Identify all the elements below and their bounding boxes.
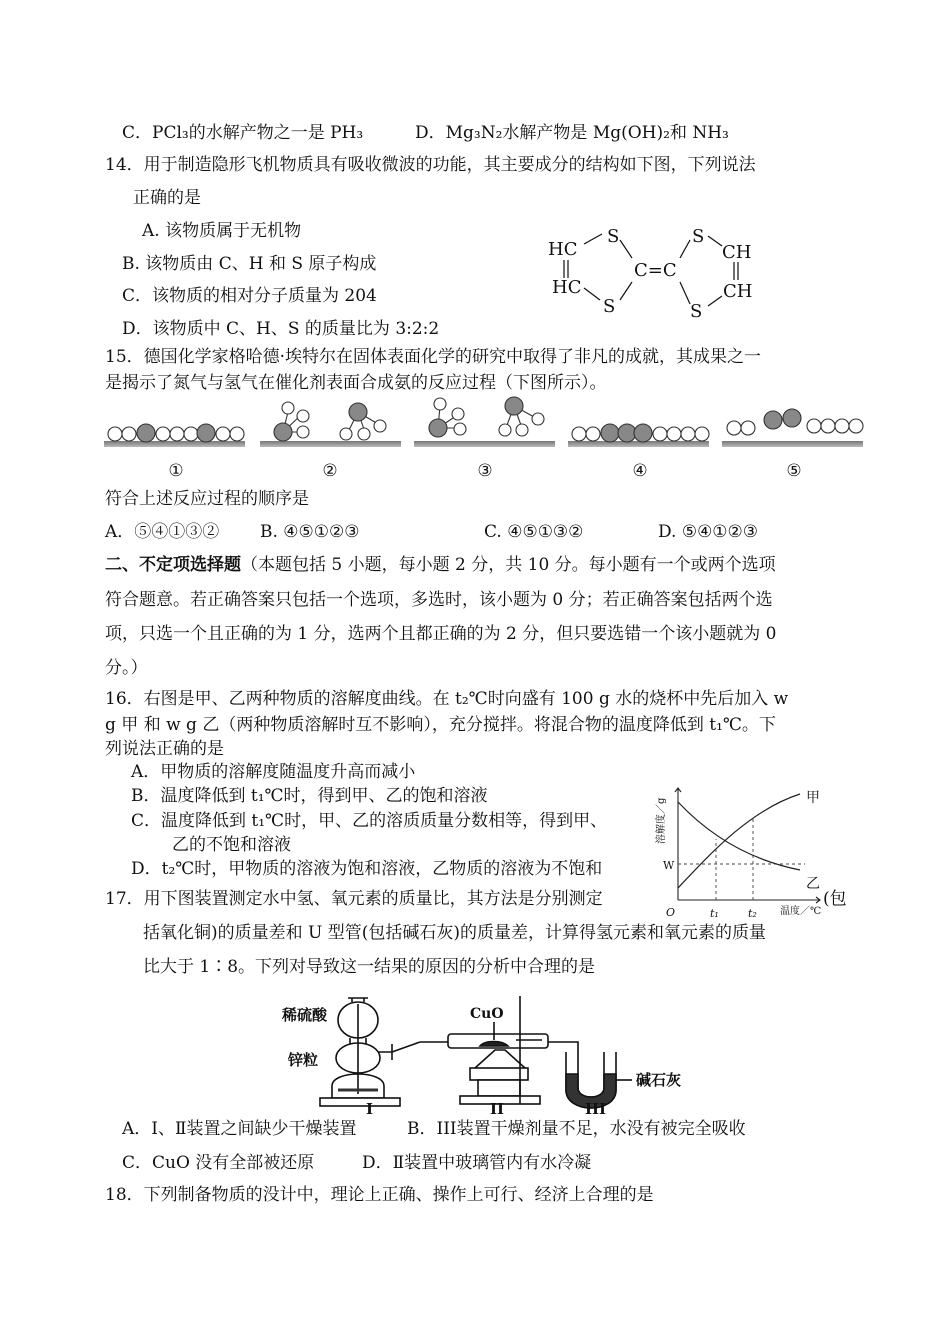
q17-option-b: B．III装置干燥剂量不足，水没有被完全吸收 [407,1119,746,1139]
q16-option-d: D．t₂℃时，甲物质的溶液为饱和溶液，乙物质的溶液为不饱和 [131,859,603,879]
apparatus-label-2: II [490,1100,505,1118]
q13-option-d: D．Mg₃N₂水解产物是 Mg(OH)₂和 NH₃ [415,123,729,143]
panel-5-surface [722,441,863,447]
q15-stem-line1: 15．德国化学家格哈德·埃特尔在固体表面化学的研究中取得了非凡的成就，其成果之一 [105,347,762,367]
series-b-label: 乙 [806,876,820,892]
t1-label: t₁ [710,907,719,920]
w-label: W [663,859,675,872]
apparatus-label-1: I [366,1100,374,1118]
y-axis-label: 溶解度／g [656,797,667,844]
q18-line1: 18．下列制备物质的没计中，理论上正确、操作上可行、经济上合理的是 [105,1185,654,1205]
q17-line1-left: 17．用下图装置测定水中氢、氧元素的质量比，其方法是分别测定 [105,889,603,909]
acid-label: 稀硫酸 [282,1006,328,1024]
q16-option-c1: C．温度降低到 t₁℃时，甲、乙的溶质质量分数相等，得到甲、 [131,811,608,831]
section2-line4: 分。） [105,658,148,678]
panel-1-molecules [108,424,244,442]
panel-5-label: ⑤ [786,461,802,481]
center-cc-label: C=C [634,260,677,281]
s-bottom-right-label: S [690,301,703,322]
panel-1-label: ① [168,461,184,481]
panel-3-surface [414,441,555,447]
connecting-tube-2 [548,1042,578,1052]
apparatus-label-3: III [585,1100,607,1118]
panel-4-label: ④ [632,461,648,481]
q15-question: 符合上述反应过程的顺序是 [105,489,309,509]
q17-line2: 括氧化铜)的质量差和 U 型管(包括碱石灰)的质量差，计算得氢元素和氧元素的质量 [143,923,767,943]
hc-bottom-label: HC [552,277,582,298]
q15-reaction-panels [100,394,870,486]
q16-option-a: A．甲物质的溶解度随温度升高而减小 [131,762,416,782]
q14-stem-line2: 正确的是 [133,188,201,208]
q17-option-c: C．CuO 没有全部被还原 [122,1153,315,1173]
q14-option-b: B. 该物质由 C、H 和 S 原子构成 [122,254,377,274]
q17-option-d: D．Ⅱ装置中玻璃管内有水冷凝 [362,1153,592,1173]
q14-option-a: A. 该物质属于无机物 [142,221,302,241]
q14-option-d: D．该物质中 C、H、S 的质量比为 3:2:2 [122,319,440,339]
x-axis-label: 温度／℃ [780,906,822,917]
q16-option-b: B．温度降低到 t₁℃时，得到甲、乙的饱和溶液 [131,786,488,806]
q14-option-c: C．该物质的相对分子质量为 204 [122,286,377,306]
zinc-label: 锌粒 [288,1051,319,1069]
panel-4-surface [568,441,709,447]
s-top-right-label: S [692,226,705,247]
section2-title: 二、不定项选择题 [105,555,241,575]
cuo-label: CuO [470,1006,504,1022]
q17-line3: 比大于 1∶8。下列对导致这一结果的原因的分析中合理的是 [143,957,596,977]
ch-bottom-label: CH [723,281,753,302]
q16-line1: 16．右图是甲、乙两种物质的溶解度曲线。在 t₂℃时向盛有 100 g 水的烧杯中先后加入 w [105,689,789,709]
section2-line3: 项，只选一个且正确的为 1 分，选两个且都正确的为 2 分，但只要选错一个该小题就为 0 [105,624,777,644]
panel-4-molecules [572,424,709,442]
q16-line3: 列说法正确的是 [105,739,224,759]
s-top-left-label: S [607,226,620,247]
panel-2-molecules [274,402,386,441]
ch-top-label: CH [722,242,752,263]
q16-option-c2: 乙的不饱和溶液 [172,835,291,855]
panel-1-surface [104,441,245,447]
kipp-generator [320,998,420,1106]
q15-option-b: B. ④⑤①②③ [260,522,360,542]
panel-2-surface [260,441,401,447]
series-a-label: 甲 [806,790,820,806]
panel-3-molecules [429,397,544,437]
q17-option-a: A．I、Ⅱ装置之间缺少干燥装置 [122,1119,357,1139]
q15-stem-line2: 是揭示了氮气与氢气在催化剂表面合成氨的反应过程（下图所示）。 [105,373,607,393]
q16-solubility-chart [656,784,830,924]
q15-option-a: A．⑤④①③② [105,522,220,542]
q13-option-c: C．PCl₃的水解产物之一是 PH₃ [122,123,364,143]
origin-label: O [666,906,676,919]
q17-apparatus-diagram [280,990,700,1118]
q14-stem-line1: 14．用于制造隐形飞机物质具有吸收微波的功能，其主要成分的结构如下图，下列说法 [105,155,756,175]
t2-label: t₂ [748,907,757,920]
hc-top-label: HC [548,239,578,260]
lime-label: 碱石灰 [636,1071,682,1089]
q16-line2: g 甲 和 w g 乙（两种物质溶解时互不影响），充分搅拌。将混合物的温度降低到 t₁℃。下 [105,715,776,735]
q14-structure-diagram [540,220,770,330]
s-bottom-left-label: S [603,296,616,317]
q17-line1-right: (包 [823,889,847,909]
panel-5-molecules [727,409,863,435]
section2-intro: （本题包括 5 小题，每小题 2 分，共 10 分。每小题有一个或两个选项 [241,555,776,575]
panel-3-label: ③ [477,461,493,481]
q15-option-d: D. ⑤④①②③ [658,522,759,542]
panel-2-label: ② [322,461,338,481]
section2-line1 [105,554,776,576]
section2-line2: 符合题意。若正确答案只包括一个选项，多选时，该小题为 0 分；若正确答案包括两个选 [105,590,773,610]
q15-option-c: C. ④⑤①③② [484,522,584,542]
